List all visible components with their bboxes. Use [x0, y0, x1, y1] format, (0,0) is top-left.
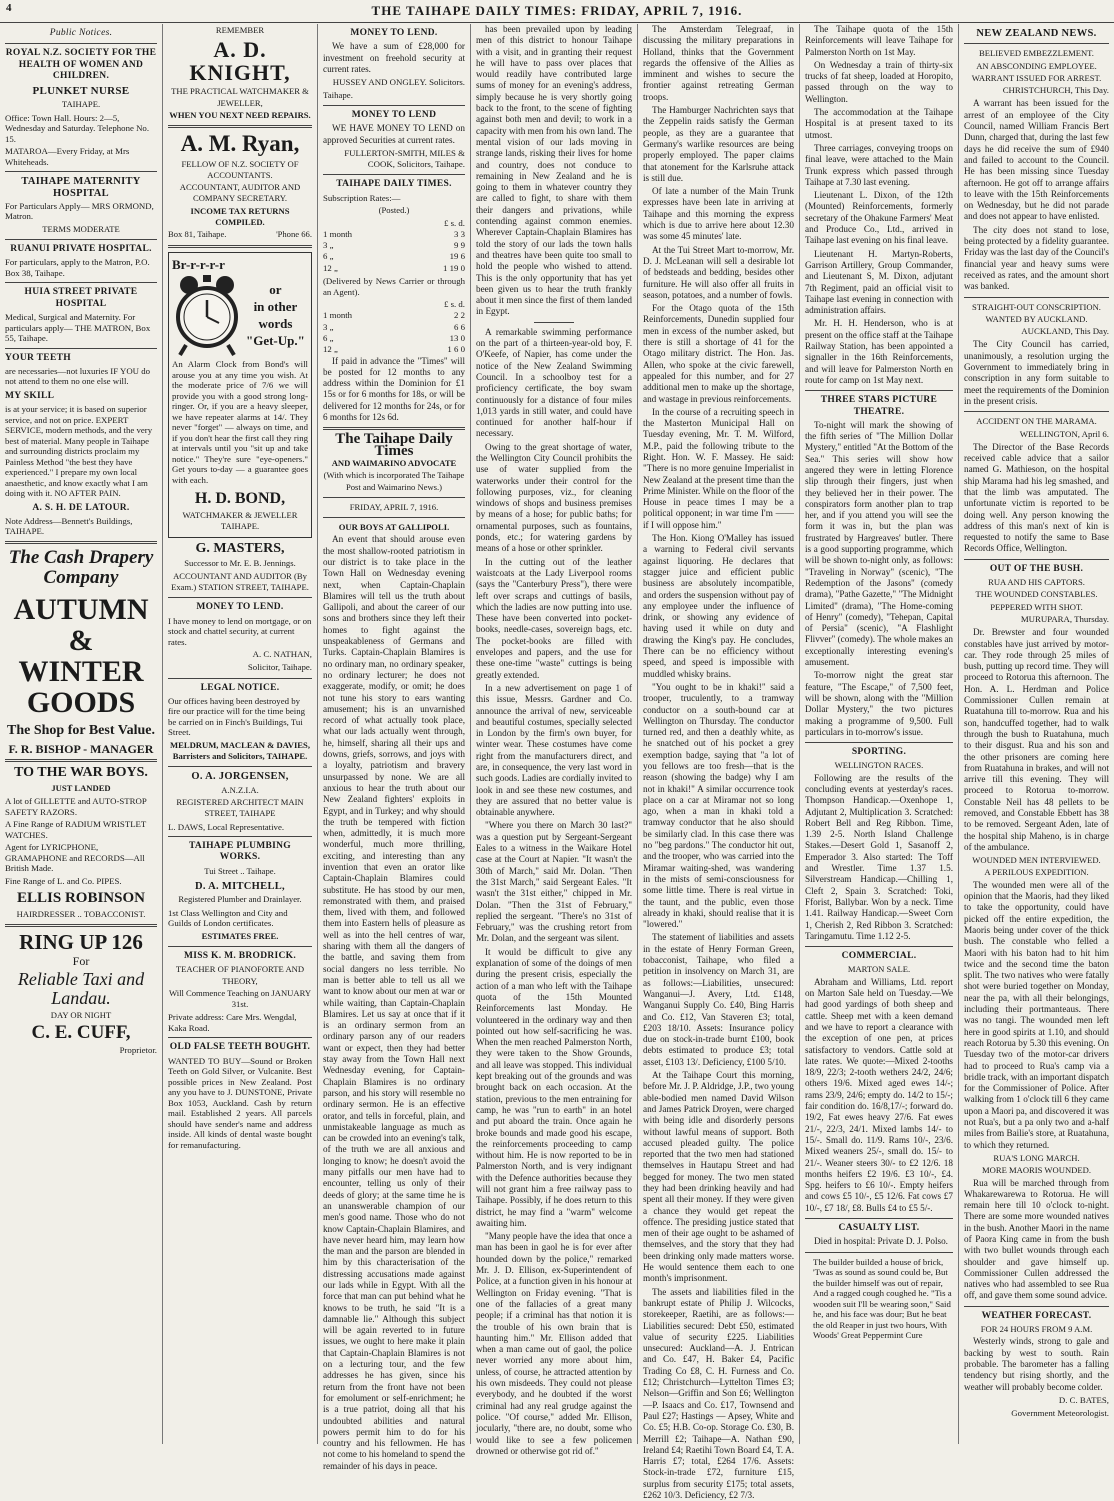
legal-notice-heading: LEGAL NOTICE.	[200, 682, 280, 693]
long-march-heading: RUA'S LONG MARCH.	[993, 1152, 1080, 1163]
rate-price: 9 9	[454, 240, 465, 251]
column-6	[800, 24, 959, 1444]
plunket-location: TAIHAPE.	[61, 99, 101, 110]
bush-body: Dr. Brewster and four wounded constables have just arrived by motor-car. They rode through 25 miles of bush, putting up record time. They will proceed to Rotorua this afternoon. The Hon. A. L. Herdman and Police Commissioner Cullen remain at Ruatahuna till to-morrow. Rua and his son, handcuffed together, had to walk through the bush to Ruatahuna, much to their disgust. Rua and his son and the other prisoners are coming here from Ruatahuna in brakes, and will not arrive till this evening. They will proceed to Rotorua to-morrow. Constable Neil has 48 pellets to be removed, and Constable Ebbett has 38 to be removed. Sergeant Aden, late of the hospital ship Maheno, is in charge of the ambulance.	[964, 627, 1109, 852]
editorial-dateline: FRIDAY, APRIL 7, 1916.	[349, 501, 439, 512]
henderson-item: Mr. H. H. Henderson, who is at present on the office staff at the Taihape Railway Station, has been appointed a signaller in the 16th Reinforcements, and will leave for Palmerston North en route for camp on 1st May next.	[805, 318, 953, 385]
table-row	[323, 322, 465, 333]
plumbing-address: Tui Street .. Taihape.	[204, 865, 276, 876]
terms-moderate: TERMS MODERATE	[42, 223, 120, 234]
divider	[5, 348, 157, 349]
dixon-item: Lieutenant L. Dixon, of the 12th (Mounted) Reinforcements, formerly secretary of the Ohakune Farmers' Meat and Produce Co., Ltd., arrived in Taihape last evening on his final leave.	[805, 190, 953, 246]
divider	[168, 125, 312, 128]
brodrick-role: TEACHER OF PIANOFORTE AND THEORY,	[175, 964, 305, 986]
mataroa-notice: MATAROA—Every Friday, at Mrs Whiteheads.	[5, 146, 130, 167]
rate-period: 3 „	[323, 240, 334, 251]
brodrick-address: Private address: Care Mrs. Wengdal, Kaka Road.	[168, 1012, 297, 1033]
khaki-item: "You ought to be in khaki!" said a trooper, truculently, to a tramway conductor on a south-bound car at Wellington on Thursday. The conductor turned red, and then a deathly white, as he snatched out of his pocket a grey exemption badge, saying that "a lot of you fellows are too fresh—that is the reason (showing the badge) why I am not in khaki!" A similar occurrence took place on a car at Miramar not so long ago, when a man in khaki told a tramway conductor that he also should be similarly clad. In this case there was no "beg pardons." The conductor hit out, and the trooper, who was carried into the Miramar waiting-shed, was wandering in the mists of semi-consciousness for some little time. There is real virtue in the taunt, and the public, even those already in khaki, should realise that it is "lowered."	[643, 681, 794, 930]
rate-period: 6 „	[323, 251, 334, 262]
alarm-slogan	[246, 281, 305, 349]
divider	[323, 105, 465, 106]
casualty-body: Died in hospital: Private D. J. Polso.	[814, 1236, 948, 1247]
rate-price: 2 2	[454, 310, 465, 321]
ellison-item: "Many people have the idea that once a man has been in gaol he is for ever after hounded down by the police," remarked Mr. J. D. Ellison, ex-Superintendent of Police, at a function given in his honour at Wellington on Friday evening. "That is one of the fallacies of a great many people; if a criminal has that notion it is the trouble of his own brain that is haunting him." Mr. Ellison added that when a man came out of gaol, the police never worried any more about him, unless, of course, he attracted attention by his own misdeeds. They could not please everybody, and he doubted if the worst criminal had any real grudge against the police. "Of course," added Mr. Ellison, jocularly, "there are, no doubt, some who would like to see a few policemen drowned or otherwise got rid of."	[476, 1231, 632, 1456]
royal-society-heading: ROYAL N.Z. SOCIETY FOR THE HEALTH OF WOMEN AND CHILDREN.	[5, 48, 157, 81]
rate-period: 1 month	[323, 228, 353, 239]
column-4	[471, 24, 638, 1456]
skill-heading: MY SKILL	[5, 390, 55, 401]
sporting-heading: SPORTING.	[851, 747, 907, 758]
divider	[168, 597, 312, 598]
ruanui-hospital-heading: RUANUI PRIVATE HOSPITAL.	[10, 244, 152, 255]
bond-alarm-ad	[168, 252, 312, 538]
weather-period: FOR 24 HOURS FROM 9 A.M.	[980, 1324, 1093, 1335]
long-march-body: Rua will be marched through from Whakarewarewa to Rotorua. He will remain here till 10 o'clock to-night. There are some more wounded natives in the bush. Another Maori in the name of Paora King came in from the bush with two bullet wounds through each shoulder and gave himself up. Commissioner Cullen addressed the natives who had assembled to see Rua off, and gave them some sound advice.	[964, 1177, 1109, 1301]
races-results: Following are the results of the concluding events at yesterday's races. Thompson Handicap.—Oxenhope 1, Adjutant 2, Multiplication 3. Scratched: Robert Bell and Reg Ribbon. Time, 1.39 2-5. North Island Challenge Stakes.—Desert Gold 1, Sasanoff 2, Emperador 3. Also started: The Toff and Wrestler. Time 1.37 1.5. Silverstream Handicap.—Chilling 1, Cleft 2, Spain 3. Scratched: Toki, Fforist, Ballybar. Won by a neck. Time 1.41. Railway Handicap.—Sweet Corn 1, Cherish 2, Red Ribbon 3. Scratched: Taringamutu. Time 1.12 2-5.	[805, 772, 953, 941]
divider	[964, 559, 1109, 560]
theatre-body-2: To-morrow night the great star feature, "The Escape," of 7,500 feet, will be shown, along with the "Million Dollar Mystery," the two pictures making a programme of 9,500. Full particulars in to-morrow's issue.	[805, 670, 953, 737]
mitchell-role: Registered Plumber and Drainlayer.	[178, 894, 302, 905]
jorgensen-sub: A.N.Z.I.A.	[221, 784, 259, 795]
marton-report: Abraham and Williams, Ltd. report on Marton Sale held on Tuesday.—We had good yardings of both sheep and cattle. Sheep met with a keen demand and we have to report a clearance with the exception of one pen, at prices satisfactory to vendors. Cattle sold at late rates. We quote:—Mixed 2-tooths 18/9, 22/3; 2-tooth wethers 24/2, 24/6; others 19/6. Mixed aged ewes 14/-; rams 23/9, 24/6; empty do. 14/2 to 15/-; fair condition do. 16/8,17/-; forward do. 19/2, Fat ewes heavy 27/6. Fat ewes 21/-, 22/3, 24/1. Mixed lambs 14/- to 15/-. Small do. 11/9. Rams 10/-, 23/6. Mixed weaners 25/-, small do. 15/- to 21/-. Weaner steers 30/- to £2 12/6. 18 months heifers £2 19/6. £3 10/-, £4. Spg. heifers to £6 10/-. Empty heifers and cows £5 10/-, £5 12/6. Fat cows £7 10/-, £7 18/, £8. Bulls £4 to £5 5/-.	[805, 976, 953, 1213]
lyricphone-item: Agent for LYRICPHONE, GRAMAPHONE and RECORDS—All British Made.	[5, 842, 145, 874]
quota-item: The Taihape quota of the 15th Reinforcements will leave Taihape for Palmerston North on 1st May.	[805, 24, 953, 57]
table-row	[323, 251, 465, 262]
teeth-body: are necessaries—not luxuries IF YOU do not attend to them no one else will.	[5, 365, 151, 387]
alarm-body: An Alarm Clock from Bond's will arouse you at any time you wish. At the moderate price of 7/6 we will provide you with a good strong long-ringer. Or, if you are a heavy sleeper, we have repeater alarms at 14/. They never "forget" — always on time, and if you don't hear the first call they ring at intervals until you "sit up and take notice." They're sure "eye-openers." Get yours to-day — a guarantee goes with each.	[172, 359, 308, 485]
teeth-heading: YOUR TEETH	[5, 352, 71, 363]
column-2	[163, 24, 318, 1444]
taxi-landau: Reliable Taxi and Landau.	[17, 968, 145, 1008]
masters-name: G. MASTERS,	[195, 540, 285, 556]
divider	[5, 171, 157, 172]
ruanui-body: For particulars, apply to the Matron, P.O. Box 38, Taihape.	[5, 257, 150, 278]
alarm-clock-icon	[172, 273, 242, 357]
rate-period: 12 „	[323, 344, 338, 355]
hairdresser: HAIRDRESSER .. TOBACCONIST.	[16, 908, 146, 919]
ryan-phone: 'Phone 66.	[276, 229, 312, 240]
knight-title: THE PRACTICAL WATCHMAKER & JEWELLER,	[171, 86, 309, 108]
rate-price: 1 6 0	[447, 344, 465, 355]
brodrick-name: MISS K. M. BRODRICK.	[183, 950, 297, 961]
table-row	[323, 229, 465, 240]
rate-period: 3 „	[323, 321, 334, 332]
money-lend-heading: MONEY TO LEND.	[350, 28, 438, 38]
cuff-proprietor: Proprietor.	[119, 1044, 157, 1055]
gillette-item: A lot of GILLETTE and AUTO-STROP SAFETY RAZORS.	[5, 796, 147, 817]
bates-name: D. C. BATES,	[1058, 1394, 1109, 1405]
divider	[323, 427, 465, 430]
delivered-label: (Delivered by News Carrier or through an Agent).	[323, 276, 465, 297]
remember-label: REMEMBER	[215, 25, 265, 35]
ryan-contact	[168, 229, 312, 240]
theatre-body: To-night will mark the showing of the fifth series of "The Million Dollar Mystery," entitled "At the Bottom of the Sea." This series will show how angered they were in letting Florence slip through their fingers, just when they believed her in their power. The conspirators form another plan to trap her, and if you attend you will see the form it was in, but the plan was frustrated by Hargreaves' butler. There is a good supporting programme, which will be shown to-night only, as follows: "Traveling in Norway" (scenic), "The Redemption of the Jasons" (comedy drama), "Pathe Gazette," "The Midnight Limited" (drama), "The Home-coming of Henry" (comedy), "Tehepan, Capital of Persia" (scenic), "A Flashlight Flivver" (comedy). The whole makes an exceptionally interesting evening's amusement.	[805, 419, 954, 668]
marama-body: The Director of the Base Records received cable advice that a sailor named G. Mathieson, on the hospital ship Marama had his leg smashed, and that the limb was amputated. The unfortunate victim is reported to be doing well. Any person knowing the address of this man's next of kin is requested to notify the same to Base Records Office, Wellington.	[964, 441, 1109, 554]
divider	[805, 390, 953, 391]
wilford-item: In the course of a recruiting speech in the Masterton Municipal Hall on Tuesday evening, Mr. T. M. Wilford, M.P., paid the following tribute to the Right. Hon. W. F. Massey. He said: "There is no more genuine Imperialist in New Zealand at the present time than the Prime Minister. While on the floor of the House in peace times I may be a political opponent; in war time I'm —— if I will oppose him."	[643, 406, 794, 530]
carriages-item: Three carriages, conveying troops on final leave, were attached to the Main Trunk express which passed through Taihape at 7.30 last evening.	[805, 142, 953, 187]
gallipoli-continued: has been prevailed upon by leading men of this district to honour Taihape with a visit, and in granting their request he will have to pass over places that would readily have contributed large sums of money for an evening's address, simply because he is very shortly going back to the front, to the scene of fighting against both men and devil; to work in a capacity with men from his own land. The mental vision of our lads moving in strange lands, risking their lives for home and country, does not conduce to remaining in New Zealand and he is going to them in whatever country they are called to fight, to share with them their dangers and privations, while contending against common enemies. Wherever Captain-Chaplain Blamires has told the story of our lads the town halls and theatres have been quite too small to hold the people who wished to attend. This is the only opportunity that has yet been given us to hear the truth frankly about it men since the first of them landed in Egypt.	[476, 24, 632, 317]
gallipoli-heading: OUR BOYS AT GALLIPOLI.	[338, 522, 450, 533]
divider	[168, 678, 312, 679]
divider	[5, 239, 157, 240]
money-to-lend-heading: MONEY TO LEND.	[196, 602, 284, 613]
ryan-role: ACCOUNTANT, AUDITOR AND COMPANY SECRETARY.	[179, 182, 301, 204]
maternity-hospital-heading: TAIHAPE MATERNITY HOSPITAL	[21, 176, 141, 199]
architect-address: REGISTERED ARCHITECT MAIN STREET, TAIHAPE	[176, 797, 304, 819]
column-5	[638, 24, 800, 1500]
otago-quota-item: For the Otago quota of the 15th Reinforcements, Dunedin supplied four men in excess of the number asked, but there is still a shortage of 41 for the Otago military district. The Hon. Jas. Allen, who spoke at the civic farewell, appealed for this number, and for 27 additional men to make up the shortage, and wastage in previous reinforcements.	[643, 303, 794, 404]
plunket-nurse-heading: PLUNKET NURSE	[32, 85, 130, 98]
water-shortage-item: Owing to the great shortage of water, the Wellington City Council prohibits the use of water supplied from the waterworks under their control for the following purposes, viz., for cleaning windows of shops and business premises by means of a hose; for public baths; for ornamental purposes, such as fountains, ponds, etc.; for watering gardens by means of a hose or other sprinkler.	[476, 441, 632, 554]
nachrichten-item: The Hamburger Nachrichten says that the Zeppelin raids satisfy the German people, as they are a guarantee that Germany's warlike resources are being properly employed. The paper claims that atonement for the Karlsruhe attack is still due.	[643, 105, 794, 183]
swimming-item: A remarkable swimming performance on the part of a thirteen-year-old boy, F. O'Keefe, of Napier, has come under the notice of the New Zealand Swimming Council. In a schoolboy test for a proficiency certificate, the boy swam continuously for a distance of four miles 1,013 yards in still water, and could have continued for another half-hour if necessary.	[476, 326, 632, 439]
christchurch-dateline: CHRISTCHURCH, This Day.	[1002, 85, 1109, 96]
divider	[964, 297, 1109, 298]
sheep-train-item: On Wednesday a train of thirty-six trucks of fat sheep, loaded at Horopito, passed through on the way to Wellington.	[805, 59, 953, 104]
money-lend-body: We have a sum of £28,000 for investment on freehold security at current rates.	[323, 41, 465, 74]
warrant-heading: WARRANT ISSUED FOR ARREST.	[971, 72, 1102, 83]
conscription-body: The City Council has carried, unanimously, a resolution urging the Government to immediately bring in conscription in any form suitable to meet the requirements of the Dominion in the present crisis.	[964, 339, 1109, 406]
wanted-heading: WANTED BY AUCKLAND.	[985, 313, 1088, 324]
meldrum-firm: MELDRUM, MACLEAN & DAVIES, Barristers and Solicitors, TAIHAPE.	[170, 739, 310, 762]
conscription-heading: STRAIGHT-OUT CONSCRIPTION.	[972, 301, 1101, 312]
table-row	[323, 240, 465, 251]
latour-name: A. S. H. DE LATOUR.	[32, 502, 130, 513]
interviewed-heading: WOUNDED MEN INTERVIEWED.	[972, 855, 1101, 866]
rate-period: 12 „	[323, 262, 338, 273]
weather-body: Westerly winds, strong to gale and backing by west to south. Rain probable. The barometer has a falling tendency but rising shortly, and the weather will probably become colder.	[964, 1336, 1109, 1392]
gallipoli-article: An event that should arouse even the most shallow-rooted patriotism in our district is to take place in the Town Hall on Wednesday evening next, when Captain-Chaplain Blamires will tell us the truth about Gallipoli, and about the career of our sons and brothers since they left their homes to fight against the unspeakableness of Germans and Turks. Captain-Chaplain Blamires is no ordinary man, no ordinary speaker, no ordinary lecturer; he does not exaggerate, modify, or omit; he does not tune his story to ears wanting amusement; his is an unvarnished record of what actually took place, what our lads actually went through, he, himself, sharing all their ups and downs, griefs, sorrows, and joys with a loyalty, patriotism and bravery unsurpassed by none. We are all anxious to hear the truth about our New Zealand fighters' exploits in Egypt, and in Turkey; and why should the truth be tempered with fiction when, admittedly, it is much more wonderful, much more thrilling, exciting, and interesting than any invention that even an orator like Captain-Chaplain Blamires could substitute. He has stood by our men, remonstrated with them, and praised them, lived with them, and followed them into Eastern hells of pleasure as well as into the hell centres of war, sharing with them all the dangers of the battle, and saving them from social dangers no less terrible. No man is better able to tell us all we want to know about our men at war or while waiting, than Captain-Chaplain Blamires. Let us say at once that if it is an ordinary sermon from an ordinary parson any of our readers want or expect, then they had better stay away from the Town Hall next Wednesday evening, for Captain-Chaplain Blamires is no ordinary parson, and his story will resemble no ordinary sermon. He is an effective orator, and tells in forceful, plain, and unmistakeable language as much as can be crowded into an evening's talk, of the truth we are all anxious and longing to know; he doesn't avoid the many pitfalls our men have had to encounter, telling us only of their deeds of glory; at the same time he is an unanswerable champion of our men's good name. Those who do not know Captain-Chaplain Blamires, and have never heard him, may learn how the man and the parson are blended in him by this characterisation of the distressing accusations made against our lads while in Egypt. With all the force that man can put behind what he knows to be truth, he said "It is a damnable lie." Although this subject will be again reverted to in future issues, we ought to here make it plain that Captain-Chaplain Blamires is not on a lecturing tour, and the few addresses he has given, since his return from the front have not been for emolument or self-enrichment; he is a true patriot, doing all that his undoubted abilities and natural powers permit him to do for his country and his fellowmen. He has not come to his homeland to spend the remainder of his days in peace.	[323, 534, 465, 1471]
bates-role: Government Meteorologist.	[1011, 1408, 1109, 1419]
rate-price: 13 0	[449, 332, 465, 343]
embezzlement-body: A warrant has been issued for the arrest of an employee of the City Council, named William Francis Bert Dunn, charged that, during the last few days he did receive the sum of £940 and failed to account to the Council. He has been missing since Tuesday afternoon. He got off to arrange affairs to leave with the 15th Reinforcements on Wednesday, but he did not parade and does not appear to have enlisted.	[964, 98, 1109, 222]
hospital-item: The accommodation at the Taihape Hospital is at present taxed to its utmost.	[805, 107, 953, 140]
auckland-dateline: AUCKLAND, This Day.	[1021, 326, 1109, 337]
divider	[168, 766, 312, 767]
rate-price: 1 19 0	[443, 262, 465, 273]
bush-heading: OUT OF THE BUSH.	[989, 563, 1084, 574]
office-hours: Office: Town Hall. Hours: 2—5, Wednesday and Saturday. Telephone No. 15.	[5, 112, 150, 144]
knight-name: A. D. KNIGHT,	[189, 37, 291, 86]
maternity-body: For Particulars Apply— MRS ORMOND, Matron.	[5, 200, 154, 222]
pipes-item: Fine Range of L. and Co. PIPES.	[5, 875, 122, 886]
commercial-heading: COMMERCIAL.	[841, 951, 917, 962]
wilcocks-estate-item: The assets and liabilities filed in the bankrupt estate of Philip J. Wilcocks, storekeeper, Raetihi, are as follows:—Liabilities secured: Debt £50, estimated value of security £225. Liabilities unsecured: Auckland—A. J. Entrican and Co. £47, H. Baker £4, Pacific Trading Co £8, C. H. Furness and Co. £12; Christchurch—Lyttelton Times £3; Nelson—Griffin and Son £6; Wellington—P. Isaacs and Co. £17, Townsend and Paul £27; Hastings — Apsey, White and Co. £5; H.B. Co-op. Storage Co. £30, B. Merrill £2; Taihape—A. Nathan £90, Ireland £4; Raetihi Town Board £4, T. A. Harris £7; total, £264 17/6. Assets: Stock-in-trade £72, furniture £15, surplus from security £175; total assets, £262 10/3. Deficiency, £2 7/3.	[643, 1286, 794, 1500]
ring-up-heading: RING UP 126	[19, 930, 143, 955]
estimates-free: ESTIMATES FREE.	[201, 930, 279, 941]
column-3	[318, 24, 471, 1471]
rates-table-delivered	[323, 299, 465, 355]
money-to-lend-body: I have money to lend on mortgage, or on stock and chattel security, at current rates.	[168, 615, 312, 647]
huia-body: Medical, Surgical and Maternity. For particulars apply— THE MATRON, Box 55, Taihape.	[5, 312, 151, 344]
masters-role: ACCOUNTANT AND AUDITOR (By Exam.) STATION STREET, TAIHAPE.	[171, 570, 309, 592]
divider	[5, 759, 157, 762]
rate-period: 1 month	[323, 310, 353, 321]
bishop-manager: F. R. BISHOP - MANAGER	[8, 741, 154, 756]
divider	[323, 517, 465, 518]
bond-name: H. D. BOND,	[194, 490, 286, 508]
table-row	[323, 263, 465, 274]
divider	[964, 411, 1109, 412]
wellington-dateline: WELLINGTON, April 6.	[1019, 428, 1109, 439]
reinforcement-item: It would be difficult to give any explanation of some of the doings of men during the present crisis, especially the action of a man who left with the Taihape quota of the 15th Mounted Reinforcements last Monday. He volunteered in the ordinary way and then pointed out how self-sacrificing he was. When the men reached Palmerston North, they were taken to the Show Grounds, and all leave was stopped. This individual kept breaking out of the grounds and was brought back on each occasion. At the station, previous to the men entraining for camp, he was "run to earth" in an hotel and put aboard the train. Once again he broke bounds and made good his escape, the reinforcements proceeding to camp without him. He is now reported to be in Palmerston North, and is very indignant with the Defence authorities because they will not grant him a free railway pass to Taihape. Possibly, if he does return to this district, he may find a "warm" welcome awaiting him.	[476, 946, 632, 1228]
nz-news-heading: NEW ZEALAND NEWS.	[976, 28, 1097, 39]
false-teeth-body: WANTED TO BUY—Sound or Broken Teeth on Gold Silver, or Vulcanite. Best possible prices in New Zealand. Post any you have to J. DUNSTONE, Private Box 1053, Auckland. Cash by return mail. Established 2 years. All parcels should have sender's name and address inside. All kinds of dental waste bought for remanufacturing.	[168, 1055, 312, 1150]
court-exchange-item: "Where you there on March 30 last?" was a question put by Sergeant-Sergeant Eales to a witness in the Waikare Hotel case at the Court at Napier. "It wasn't the 30th of March," said Mr. Dolan. "Then the 31st March," said Sergeant Eales. "It wasn't the 31st either," chipped in Mr. Dolan. "Then the 31st of February," replied the sergeant. "There's no 31st of February," was the crushing retort from Mr. Dolan, and the sergeant was silent.	[476, 820, 632, 944]
shop-tagline: The Shop for Best Value.	[7, 722, 155, 738]
advocate-subtitle: AND WAIMARINO ADVOCATE	[331, 457, 457, 468]
telegraaf-item: The Amsterdam Telegraaf, in discussing the military preparations in Holland, thinks that the Government regards the offensive of the Allies as imminent and wishes to secure the frontier against retreating German troops.	[643, 24, 794, 102]
mitchell-certificates: 1st Class Wellington and City and Guilds of London certificates.	[168, 907, 288, 929]
posted-label: (Posted.)	[378, 205, 410, 216]
cash-drapery-name: The Cash Drapery Company	[8, 546, 154, 588]
nathan-role: Solicitor, Taihape.	[247, 662, 312, 673]
express-late-item: Of late a number of the Main Trunk expresses have been late in arriving at Taihape and this morning the express which is due to arrive here about 12.30 was some 45 minutes' late.	[643, 186, 794, 242]
alarm-or: or	[269, 282, 282, 298]
marama-heading: ACCIDENT ON THE MARAMA.	[976, 416, 1097, 427]
rates-column-header: £ s. d.	[443, 299, 465, 310]
alarm-block	[172, 273, 308, 357]
races-heading: WELLINGTON RACES.	[834, 760, 924, 771]
legal-notice-body: Our offices having been destroyed by fire our practice will for the time being be carried on in Finch's Buildings, Tui Street.	[168, 695, 306, 738]
peppered-heading: PEPPERED WITH SHOT.	[990, 601, 1083, 612]
rates-column-header: £ s. d.	[443, 217, 465, 228]
alarm-words: words	[258, 316, 293, 332]
masthead-title: THE TAIHAPE DAILY TIMES: FRIDAY, APRIL 7, 1916.	[371, 3, 743, 18]
public-notices-heading: Public Notices.	[49, 28, 113, 38]
newspaper-title: The Taihape Daily Times	[335, 431, 453, 459]
expedition-body: The wounded men were all of the opinion that the Maoris, had they liked to take the opportunity, could have picked off the entire expedition, the Maoris being under cover of the thick bush. The constable who felled a Maori with his baton had to hit him twice and the second time the baton split. The two natives who were fatally shot were buried together on Monday, near the pa, with all their belongings, including their portmanteaus. There was no tangi. The wounded men left here in good spirits at 1.10, and should reach Rotorua by 5.30 this evening. On Tuesday two of the motor-car drivers had to proceed to Rua's camp via a bridle track, with an important dispatch for the Commissioner of Police. After walking from 1 o'clock till 6 they came upon a Maori pa, and discovered it was not Rua's, but a pa only two and a-half miles from Bailie's store, at Ruatahuna, to which they returned.	[964, 879, 1109, 1150]
divider	[168, 836, 312, 837]
casualty-heading: CASUALTY LIST.	[838, 1222, 920, 1233]
ryan-name: A. M. Ryan,	[180, 131, 300, 157]
cuff-name: C. E. CUFF,	[31, 1021, 131, 1043]
for-label: For	[72, 954, 90, 969]
divider	[534, 322, 574, 323]
martyn-roberts-item: Lieutenant H. Martyn-Roberts, Garrison Artillery, Group Commander, and Lieutenant S, M. Dixon, adjutant 7th Regiment, paid an official visit to Taihape last evening in connection with administration affairs.	[805, 248, 953, 316]
court-item: At the Taihape Court this morning, before Mr. J. P. Aldridge, J.P., two young able-bodied men named David Wilson and James Patrick Droyen, were charged with being idle and disorderly persons without lawful means of support. Both accused pleaded guilty. The police reported that the two men had stationed themselves in Hautapu Street and had begged for money. The two men stated they had been drinking heavily and had spent all their money. If they were given a chance they would get repeat the offence. The presiding justice stated that men of their age ought to be ashamed of themselves, and the story that they had been drinking only made matters worse. He would sentence them each to one month's imprisonment.	[643, 1070, 794, 1284]
divider	[5, 924, 157, 927]
plumbing-works-heading: TAIHAPE PLUMBING WORKS.	[188, 841, 291, 863]
mart-sale-item: At the Tui Street Mart to-morrow, Mr. D. J. McLeanan will sell a desirable lot of bedsteads and bedding, besides other furniture. He will also offer all fruits in season, potatoes, and a number of fowls.	[643, 244, 794, 300]
divider	[323, 497, 465, 498]
nathan-name: A. C. NATHAN,	[252, 649, 312, 659]
divider	[805, 1218, 953, 1219]
column-1	[0, 24, 163, 1444]
divider	[5, 43, 157, 44]
knight-tagline: WHEN YOU NEXT NEED REPAIRS.	[169, 110, 311, 121]
mitchell-name: D. A. MITCHELL,	[195, 881, 285, 893]
page-number: 4	[6, 2, 13, 14]
divider	[805, 946, 953, 947]
alarm-in: in other	[253, 299, 298, 315]
perilous-heading: A PERILOUS EXPEDITION.	[984, 867, 1089, 878]
green-estate-item: The statement of liabilities and assets in the estate of Henry Forman Green, tobacconist, Taihape, who filed a petition in insolvency on March 31, are as follows:—Liabilities, unsecured: Wanganui—J. Avery, Ltd. £148, Wanganui Supply Co. £40, Bing Harris and Co. £12, Van Staveren £3; total, £203 18/10. Assets: Insurance policy due on stock-in-trade burnt £100, book debts estimated to produce £3; total asset, £103 13/. Deficiency, £100 5/10.	[643, 932, 794, 1067]
radium-item: A Fine Range of RADIUM WRISTLET WATCHES.	[5, 819, 147, 840]
fullerton-smith: FULLERTON-SMITH, MILES & COOK, Solicitors, Taihape.	[344, 147, 465, 170]
absconding-heading: AN ABSCONDING EMPLOYEE.	[976, 60, 1097, 71]
tdt-subscription-heading: TAIHAPE DAILY TIMES.	[336, 179, 452, 190]
peppermint-poem: The builder builded a house of brick, 'Twas as sound as sound could be, But the builder himself was out of repair, And a ragged cough coughed he. "Tis a wooden suit I'll be wearing soon," Said he, and his face was dour; But he beat the old Reaper in just two hours, With Woods' Great Peppermint Cure	[813, 1256, 952, 1341]
waistcoat-item: In the cutting out of the leather waistcoats at the Lady Liverpool rooms (says the "Canterbury Press"), there were left over scraps and cuttings of basils, which the ladies are now putting into use. These have been converted into pocket-books, needle-cases, sovereign bags, etc. The pocket-books are filled with envelopes and papers, and the use for these one-time "waste" cuttings is being greatly extended.	[476, 556, 632, 680]
column-7	[959, 24, 1114, 1444]
subscription-rates-label: Subscription Rates:—	[323, 192, 401, 203]
ryan-fellow: FELLOW OF N.Z. SOCIETY OF ACCOUNTANTS.	[181, 158, 299, 180]
incorporated-note: (With which is incorporated The Taihape Post and Waimarino News.)	[323, 470, 465, 492]
divider	[5, 541, 157, 544]
alarm-brr: Br-r-r-r-r	[172, 256, 225, 272]
rates-table-posted	[323, 218, 465, 274]
divider	[964, 43, 1109, 44]
latour-address: Note Address—Bennett's Buildings, TAIHAPE.	[5, 515, 133, 537]
divider	[5, 282, 157, 283]
brodrick-start: Will Commence Teaching on JANUARY 31st.	[168, 987, 312, 1010]
bond-title: WATCHMAKER & JEWELLER TAIHAPE.	[182, 510, 298, 532]
embezzlement-body-2: The city does not stand to lose, being protected by a fidelity guarantee. Friday was the last day of the Council's financial year and heavy sums were received as rates, and the amount short was banked.	[964, 224, 1109, 292]
hussey-ongley: HUSSEY AND ONGLEY. Solicitors.	[332, 77, 465, 88]
autumn-winter-heading: AUTUMN & WINTER GOODS	[13, 592, 149, 719]
theatre-heading: THREE STARS PICTURE THEATRE.	[820, 395, 938, 417]
masters-successor: Successor to Mr. E. B. Jennings.	[184, 558, 296, 569]
omalley-item: The Hon. Kiong O'Malley has issued a warning to Federal civil servants against liquoring. He declares that stagger juice and efficient public business are absolutely incompatible, and orders the suspension without pay of any employee under the influence of drink, or showing any evidence of having used it while on duty and drawing the King's pay. He concludes, There can be no efficiency without speed, and speed is impossible with muddled whisky brains.	[643, 533, 794, 679]
alarm-getup: "Get-Up."	[246, 333, 305, 349]
war-boys-heading: TO THE WAR BOYS.	[14, 765, 148, 781]
divider	[323, 174, 465, 175]
money-lend-2-body: WE HAVE MONEY TO LEND on approved Securities at current rates.	[323, 123, 465, 145]
constables-heading: THE WOUNDED CONSTABLES.	[975, 589, 1098, 600]
money-lend-2-heading: MONEY TO LEND	[351, 109, 437, 120]
ryan-box: Box 81, Taihape.	[168, 229, 227, 240]
divider	[168, 1037, 312, 1038]
divider	[168, 245, 312, 248]
divider	[964, 1306, 1109, 1307]
more-maoris-heading: MORE MAORIS WOUNDED.	[982, 1165, 1091, 1176]
jorgensen-name: O. A. JORGENSEN,	[191, 771, 289, 783]
rate-price: 19 6	[449, 251, 465, 262]
ellis-robinson: ELLIS ROBINSON	[17, 890, 145, 907]
table-row	[323, 344, 465, 355]
rate-period: 6 „	[323, 332, 334, 343]
day-or-night: DAY OR NIGHT	[50, 1009, 112, 1020]
captors-heading: RUA AND HIS CAPTORS.	[988, 577, 1085, 588]
rate-price: 6 6	[454, 321, 465, 332]
table-row	[323, 333, 465, 344]
weather-heading: WEATHER FORECAST.	[981, 1310, 1092, 1321]
rate-price: 3 3	[454, 228, 465, 239]
marton-heading: MARTON SALE.	[847, 964, 911, 975]
hussey-location: Taihape.	[323, 90, 353, 101]
false-teeth-heading: OLD FALSE TEETH BOUGHT.	[169, 1042, 311, 1053]
masthead	[0, 0, 1114, 23]
skill-body: is at your service; it is based on superior service, and not on price. EXPERT SERVICE, modern methods, and the very best of material. Many people in Taihape and surrounding districts proclaim my Painless Method "the best they have experienced." I prepare my own local anaesthetic, and know exactly what I am doing with it. NO AFTER PAIN.	[5, 404, 153, 499]
embezzlement-heading: BELIEVED EMBEZZLEMENT.	[979, 48, 1094, 59]
gardner-item: In a new advertisement on page 1 of this issue, Messrs. Gardner and Co. announce the arrival of new, serviceable and beautiful costumes, specially selected in London by the firm's own buyer, for winter wear. These costumes have come right from the manufacturers direct, and are, in consequence, the very last word in such goods. Ladies are cordially invited to look in and see these new costumes, and they are assured that no better value is obtainable anywhere.	[476, 682, 632, 818]
divider	[805, 742, 953, 743]
columns	[0, 24, 1114, 1500]
murupara-dateline: MURUPARA, Thursday.	[1020, 613, 1109, 624]
divider	[805, 1252, 953, 1253]
advance-terms: If paid in advance the "Times" will be posted for 12 months to any address within the Dominion for £1 15s or for 6 months for 18s, or will be delivered for 12 months for 24s, or for 6 months for 12s 6d.	[323, 355, 465, 423]
huia-hospital-heading: HUIA STREET PRIVATE HOSPITAL	[24, 287, 138, 309]
just-landed: JUST LANDED	[51, 782, 111, 793]
ryan-tax: INCOME TAX RETURNS COMPILED.	[190, 205, 290, 227]
divider	[168, 946, 312, 947]
table-row	[323, 310, 465, 321]
daws-representative: L. DAWS, Local Representative.	[168, 821, 285, 832]
